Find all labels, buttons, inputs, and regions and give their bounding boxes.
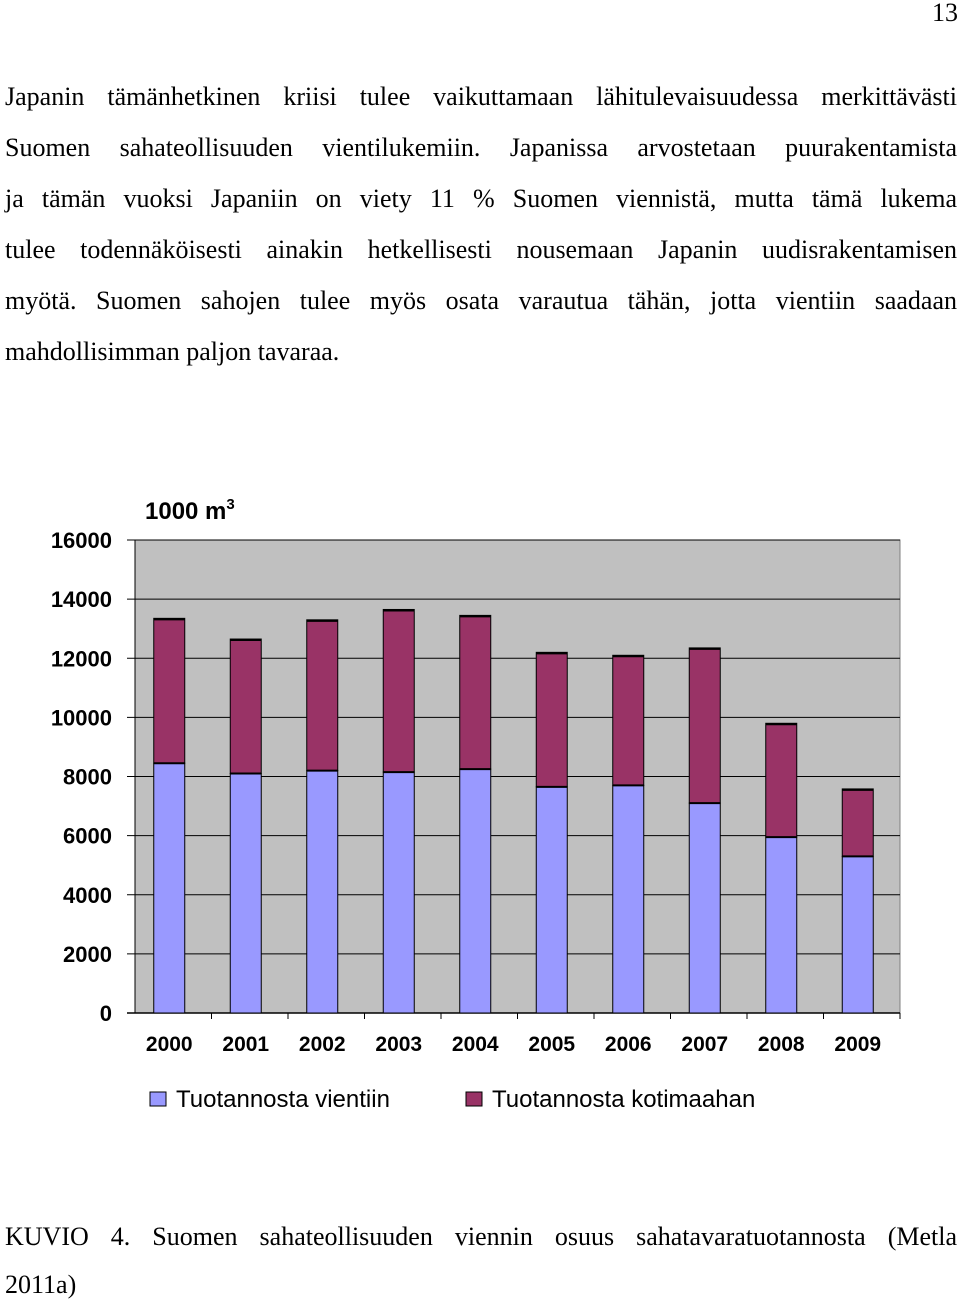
bar-export xyxy=(766,837,797,1013)
x-tick-label: 2007 xyxy=(681,1033,729,1056)
x-tick-label: 2004 xyxy=(451,1033,499,1056)
y-tick-label: 16000 xyxy=(50,528,112,553)
paragraph-line: ja tämän vuoksi Japaniin on viety 11 % Suomen viennistä, mutta tämä lukema xyxy=(5,184,957,213)
body-paragraph xyxy=(5,71,957,377)
x-tick-label: 2006 xyxy=(604,1033,652,1056)
x-tick-label: 2002 xyxy=(298,1033,346,1056)
legend-label-export: Tuotannosta vientiin xyxy=(176,1086,390,1113)
bar-export xyxy=(460,769,491,1013)
bar-export xyxy=(383,772,414,1013)
page-number: 13 xyxy=(932,0,958,27)
caption-line: 2011a) xyxy=(5,1270,77,1299)
bar-export xyxy=(613,785,644,1013)
bar-domestic xyxy=(689,648,720,803)
x-tick-label: 2001 xyxy=(222,1033,270,1056)
y-tick-label: 8000 xyxy=(63,764,112,790)
chart-svg xyxy=(0,480,960,1140)
bar-domestic xyxy=(383,609,414,772)
x-tick-label: 2008 xyxy=(757,1033,805,1056)
paragraph-line: tulee todennäköisesti ainakin hetkellisesti nousemaan Japanin uudisrakentamisen xyxy=(5,235,957,264)
bar-domestic xyxy=(613,655,644,785)
bar-domestic xyxy=(460,615,491,769)
legend-label-domestic: Tuotannosta kotimaahan xyxy=(492,1086,756,1113)
legend-swatch-domestic xyxy=(466,1092,482,1106)
bar-export xyxy=(842,856,873,1013)
bar-domestic xyxy=(536,652,567,787)
stacked-bar-chart xyxy=(0,480,960,1140)
x-tick-label: 2000 xyxy=(145,1033,193,1056)
x-tick-label: 2005 xyxy=(528,1033,576,1056)
y-tick-label: 6000 xyxy=(63,823,112,849)
figure-caption xyxy=(5,1213,957,1309)
paragraph-line: Japanin tämänhetkinen kriisi tulee vaikuttamaan lähitulevaisuudessa merkittävästi xyxy=(5,82,957,111)
y-tick-label: 12000 xyxy=(50,646,112,672)
bar-export xyxy=(689,803,720,1013)
y-tick-label: 14000 xyxy=(50,587,112,613)
bar-domestic xyxy=(307,620,338,771)
bar-export xyxy=(154,763,185,1013)
bar-export xyxy=(536,787,567,1013)
x-tick-label: 2009 xyxy=(834,1033,882,1056)
y-tick-label: 0 xyxy=(99,1001,112,1026)
bar-export xyxy=(307,771,338,1013)
paragraph-line: myötä. Suomen sahojen tulee myös osata varautua tähän, jotta vientiin saadaan xyxy=(5,286,957,315)
bar-domestic xyxy=(842,789,873,856)
bar-domestic xyxy=(154,618,185,763)
paragraph-line: Suomen sahateollisuuden vientilukemiin. Japanissa arvostetaan puurakentamista xyxy=(5,133,957,162)
y-tick-label: 2000 xyxy=(63,941,112,967)
y-tick-label: 4000 xyxy=(63,882,112,908)
bar-export xyxy=(230,774,261,1013)
y-tick-label: 10000 xyxy=(50,705,112,731)
bar-domestic xyxy=(766,723,797,837)
x-tick-label: 2003 xyxy=(375,1033,423,1056)
legend-swatch-export xyxy=(150,1092,166,1106)
bar-domestic xyxy=(230,639,261,774)
paragraph-line: mahdollisimman paljon tavaraa. xyxy=(5,337,340,366)
caption-line: KUVIO 4. Suomen sahateollisuuden viennin osuus sahatavaratuotannosta (Metla xyxy=(5,1222,957,1251)
chart-title: 1000 $m^3$ xyxy=(145,496,235,525)
